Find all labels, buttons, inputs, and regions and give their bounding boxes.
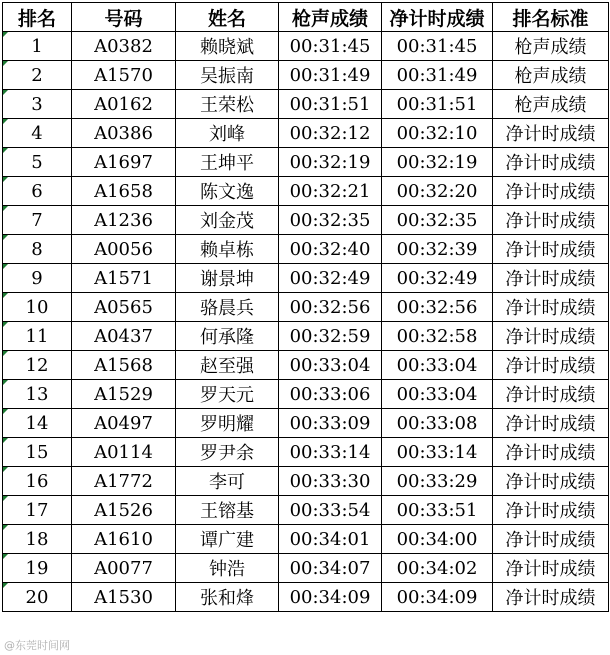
- rank-cell: 13: [3, 380, 72, 409]
- bib-number-cell: A1772: [72, 467, 176, 496]
- ranking-basis-cell: 净计时成绩: [493, 264, 609, 293]
- gun-time-cell: 00:34:09: [279, 583, 382, 612]
- ranking-basis-cell: 枪声成绩: [493, 32, 609, 61]
- gun-time-cell: 00:31:45: [279, 32, 382, 61]
- rank-cell: 3: [3, 90, 72, 119]
- bib-number-cell: A0162: [72, 90, 176, 119]
- rank-cell: 6: [3, 177, 72, 206]
- bib-number-cell: A0382: [72, 32, 176, 61]
- bib-number-cell: A1236: [72, 206, 176, 235]
- net-time-cell: 00:32:20: [382, 177, 493, 206]
- name-cell: 刘峰: [176, 119, 279, 148]
- table-row: [3, 293, 609, 322]
- name-cell: 张和烽: [176, 583, 279, 612]
- gun-time-cell: 00:33:06: [279, 380, 382, 409]
- gun-time-cell: 00:32:19: [279, 148, 382, 177]
- name-cell: 何承隆: [176, 322, 279, 351]
- net-time-cell: 00:31:51: [382, 90, 493, 119]
- name-cell: 王镕基: [176, 496, 279, 525]
- bib-number-cell: A0386: [72, 119, 176, 148]
- rank-cell: 1: [3, 32, 72, 61]
- bib-number-cell: A1571: [72, 264, 176, 293]
- rank-cell: 8: [3, 235, 72, 264]
- ranking-basis-cell: 净计时成绩: [493, 496, 609, 525]
- name-cell: 谭广建: [176, 525, 279, 554]
- gun-time-cell: 00:33:04: [279, 351, 382, 380]
- header-bib-number: 号码: [72, 3, 176, 32]
- ranking-basis-cell: 净计时成绩: [493, 322, 609, 351]
- table-row: [3, 583, 609, 612]
- net-time-cell: 00:33:04: [382, 380, 493, 409]
- table-row: [3, 206, 609, 235]
- gun-time-cell: 00:32:56: [279, 293, 382, 322]
- gun-time-cell: 00:33:54: [279, 496, 382, 525]
- table-row: [3, 235, 609, 264]
- header-ranking-basis: 排名标准: [493, 3, 609, 32]
- net-time-cell: 00:31:45: [382, 32, 493, 61]
- table-row: [3, 351, 609, 380]
- table-row: [3, 496, 609, 525]
- ranking-basis-cell: 净计时成绩: [493, 583, 609, 612]
- rank-cell: 18: [3, 525, 72, 554]
- bib-number-cell: A1610: [72, 525, 176, 554]
- ranking-basis-cell: 枪声成绩: [493, 90, 609, 119]
- rank-cell: 10: [3, 293, 72, 322]
- table-row: [3, 525, 609, 554]
- rank-cell: 19: [3, 554, 72, 583]
- table-row: [3, 467, 609, 496]
- name-cell: 罗尹余: [176, 438, 279, 467]
- ranking-basis-cell: 净计时成绩: [493, 351, 609, 380]
- net-time-cell: 00:34:02: [382, 554, 493, 583]
- header-name: 姓名: [176, 3, 279, 32]
- ranking-basis-cell: 净计时成绩: [493, 467, 609, 496]
- header-rank: 排名: [3, 3, 72, 32]
- name-cell: 王荣松: [176, 90, 279, 119]
- name-cell: 赖晓斌: [176, 32, 279, 61]
- ranking-basis-cell: 净计时成绩: [493, 148, 609, 177]
- results-table: [2, 2, 609, 612]
- bib-number-cell: A1570: [72, 61, 176, 90]
- bib-number-cell: A0077: [72, 554, 176, 583]
- net-time-cell: 00:33:29: [382, 467, 493, 496]
- name-cell: 吴振南: [176, 61, 279, 90]
- net-time-cell: 00:32:10: [382, 119, 493, 148]
- rank-cell: 11: [3, 322, 72, 351]
- table-row: [3, 322, 609, 351]
- gun-time-cell: 00:34:07: [279, 554, 382, 583]
- header-net-time: 净计时成绩: [382, 3, 493, 32]
- bib-number-cell: A0056: [72, 235, 176, 264]
- ranking-basis-cell: 净计时成绩: [493, 177, 609, 206]
- gun-time-cell: 00:32:59: [279, 322, 382, 351]
- net-time-cell: 00:32:39: [382, 235, 493, 264]
- bib-number-cell: A1697: [72, 148, 176, 177]
- bib-number-cell: A1530: [72, 583, 176, 612]
- table-row: [3, 380, 609, 409]
- bib-number-cell: A1529: [72, 380, 176, 409]
- bib-number-cell: A0565: [72, 293, 176, 322]
- table-row: [3, 554, 609, 583]
- rank-cell: 9: [3, 264, 72, 293]
- ranking-basis-cell: 净计时成绩: [493, 119, 609, 148]
- ranking-basis-cell: 净计时成绩: [493, 409, 609, 438]
- table-row: [3, 61, 609, 90]
- net-time-cell: 00:33:04: [382, 351, 493, 380]
- table-row: [3, 90, 609, 119]
- table-row: [3, 177, 609, 206]
- gun-time-cell: 00:31:49: [279, 61, 382, 90]
- rank-cell: 17: [3, 496, 72, 525]
- watermark: @东莞时间网: [4, 639, 70, 652]
- name-cell: 赵至强: [176, 351, 279, 380]
- name-cell: 骆晨兵: [176, 293, 279, 322]
- rank-cell: 4: [3, 119, 72, 148]
- net-time-cell: 00:32:35: [382, 206, 493, 235]
- header-row: [3, 3, 609, 32]
- net-time-cell: 00:34:09: [382, 583, 493, 612]
- rank-cell: 14: [3, 409, 72, 438]
- table-row: [3, 32, 609, 61]
- rank-cell: 7: [3, 206, 72, 235]
- ranking-basis-cell: 净计时成绩: [493, 438, 609, 467]
- gun-time-cell: 00:31:51: [279, 90, 382, 119]
- net-time-cell: 00:32:49: [382, 264, 493, 293]
- table-row: [3, 148, 609, 177]
- gun-time-cell: 00:33:14: [279, 438, 382, 467]
- ranking-basis-cell: 枪声成绩: [493, 61, 609, 90]
- gun-time-cell: 00:32:21: [279, 177, 382, 206]
- name-cell: 钟浩: [176, 554, 279, 583]
- table-row: [3, 438, 609, 467]
- rank-cell: 16: [3, 467, 72, 496]
- bib-number-cell: A1526: [72, 496, 176, 525]
- ranking-basis-cell: 净计时成绩: [493, 206, 609, 235]
- ranking-basis-cell: 净计时成绩: [493, 554, 609, 583]
- rank-cell: 5: [3, 148, 72, 177]
- name-cell: 陈文逸: [176, 177, 279, 206]
- bib-number-cell: A1658: [72, 177, 176, 206]
- net-time-cell: 00:33:51: [382, 496, 493, 525]
- header-gun-time: 枪声成绩: [279, 3, 382, 32]
- net-time-cell: 00:32:19: [382, 148, 493, 177]
- name-cell: 刘金茂: [176, 206, 279, 235]
- rank-cell: 2: [3, 61, 72, 90]
- bib-number-cell: A0114: [72, 438, 176, 467]
- name-cell: 罗明耀: [176, 409, 279, 438]
- gun-time-cell: 00:32:12: [279, 119, 382, 148]
- table-row: [3, 264, 609, 293]
- ranking-basis-cell: 净计时成绩: [493, 235, 609, 264]
- name-cell: 罗天元: [176, 380, 279, 409]
- rank-cell: 15: [3, 438, 72, 467]
- gun-time-cell: 00:33:30: [279, 467, 382, 496]
- ranking-basis-cell: 净计时成绩: [493, 525, 609, 554]
- gun-time-cell: 00:32:40: [279, 235, 382, 264]
- rank-cell: 20: [3, 583, 72, 612]
- net-time-cell: 00:34:00: [382, 525, 493, 554]
- bib-number-cell: A0437: [72, 322, 176, 351]
- name-cell: 王坤平: [176, 148, 279, 177]
- ranking-basis-cell: 净计时成绩: [493, 380, 609, 409]
- table-row: [3, 119, 609, 148]
- net-time-cell: 00:32:56: [382, 293, 493, 322]
- name-cell: 谢景坤: [176, 264, 279, 293]
- ranking-basis-cell: 净计时成绩: [493, 293, 609, 322]
- net-time-cell: 00:31:49: [382, 61, 493, 90]
- gun-time-cell: 00:32:35: [279, 206, 382, 235]
- bib-number-cell: A0497: [72, 409, 176, 438]
- gun-time-cell: 00:32:49: [279, 264, 382, 293]
- net-time-cell: 00:32:58: [382, 322, 493, 351]
- gun-time-cell: 00:34:01: [279, 525, 382, 554]
- net-time-cell: 00:33:14: [382, 438, 493, 467]
- table-row: [3, 409, 609, 438]
- net-time-cell: 00:33:08: [382, 409, 493, 438]
- name-cell: 李可: [176, 467, 279, 496]
- rank-cell: 12: [3, 351, 72, 380]
- bib-number-cell: A1568: [72, 351, 176, 380]
- gun-time-cell: 00:33:09: [279, 409, 382, 438]
- name-cell: 赖卓栋: [176, 235, 279, 264]
